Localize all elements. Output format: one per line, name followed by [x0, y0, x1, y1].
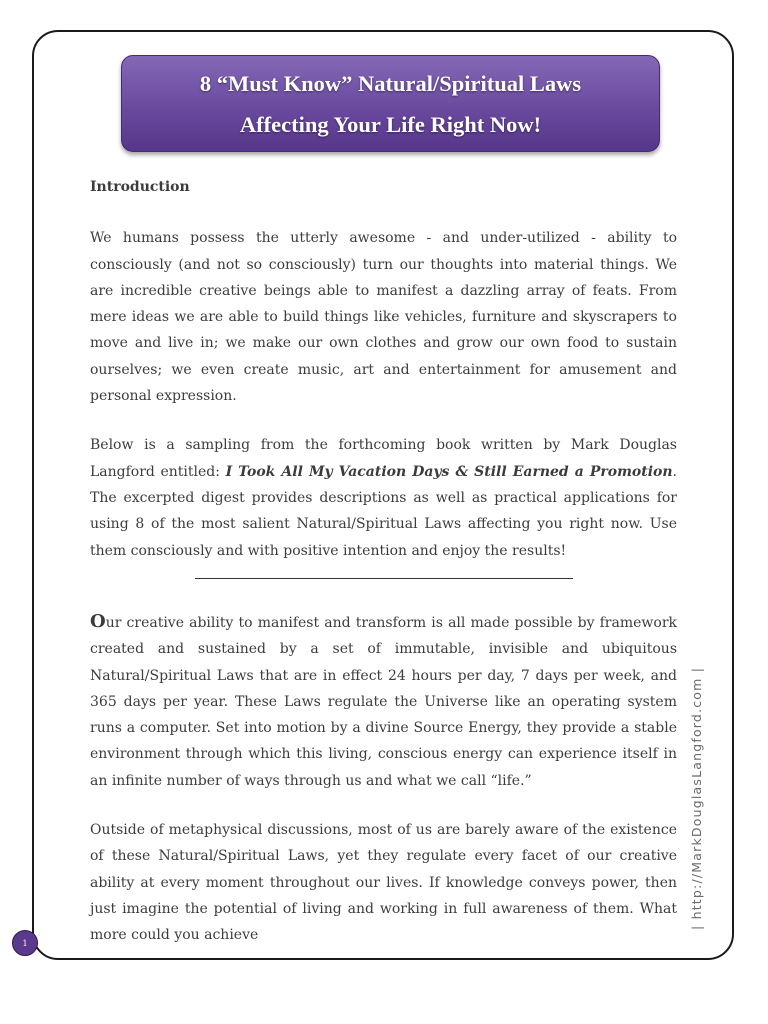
body-paragraph-1 — [90, 609, 677, 794]
body-paragraph-2: Outside of metaphysical discussions, most of us are barely aware of the existence of these Natural/Spiritual Laws, yet they regulate every facet of our creative ability at every moment throughout our lives. If knowledge conveys power, then just imagine the potential of living and working in full awareness of them. What more could you achieve — [90, 822, 677, 944]
body-paragraph-1-text: ur creative ability to manifest and transform is all made possible by framework created and sustained by a set of immutable, invisible and ubiquitous Natural/Spiritual Laws that are in effect 24 hours per day, 7 days per week, and 365 days per year. These Laws regulate the Universe like an operating system runs a computer. Set into motion by a divine Source Energy, they provide a stable environment through which this living, conscious energy can experience itself in an infinite number of ways through us and what we call “life.” — [90, 615, 677, 789]
title-banner — [121, 55, 660, 152]
intro-paragraph-2 — [90, 432, 677, 563]
intro-paragraph-2-start: Below is a sampling from the forthcoming book written by Mark Douglas Langford entitled: — [90, 437, 677, 480]
page-number-badge: 1 — [12, 930, 38, 956]
section-divider — [195, 578, 573, 579]
website-url[interactable]: | http://MarkDouglasLangford.com | — [689, 666, 704, 930]
dropcap-letter: O — [90, 611, 106, 632]
title-line-1: 8 “Must Know” Natural/Spiritual Laws — [199, 71, 582, 96]
book-title: I Took All My Vacation Days & Still Earned a Promotion — [225, 463, 673, 480]
intro-paragraph-2-end: . The excerpted digest provides descriptions as well as practical applications for using 8 of the most salient Natural/Spiritual Laws affecting you right now. Use them consciously and with positive intention and enjoy the results! — [90, 463, 677, 559]
section-heading: Introduction — [90, 179, 190, 195]
intro-section — [90, 174, 677, 587]
intro-paragraph-1: We humans possess the utterly awesome - and under-utilized - ability to consciously (and not so consciously) turn our thoughts into material things. We are incredible creative beings able to manifest a dazzling array of feats. From mere ideas we are able to build things like vehicles, furniture and skyscrapers to move and live in; we make our own clothes and grow our own food to sustain ourselves; we even create music, art and entertainment for amusement and personal expression. — [90, 230, 677, 405]
title-line-2: Affecting Your Life Right Now! — [239, 112, 542, 137]
body-section — [90, 609, 677, 949]
